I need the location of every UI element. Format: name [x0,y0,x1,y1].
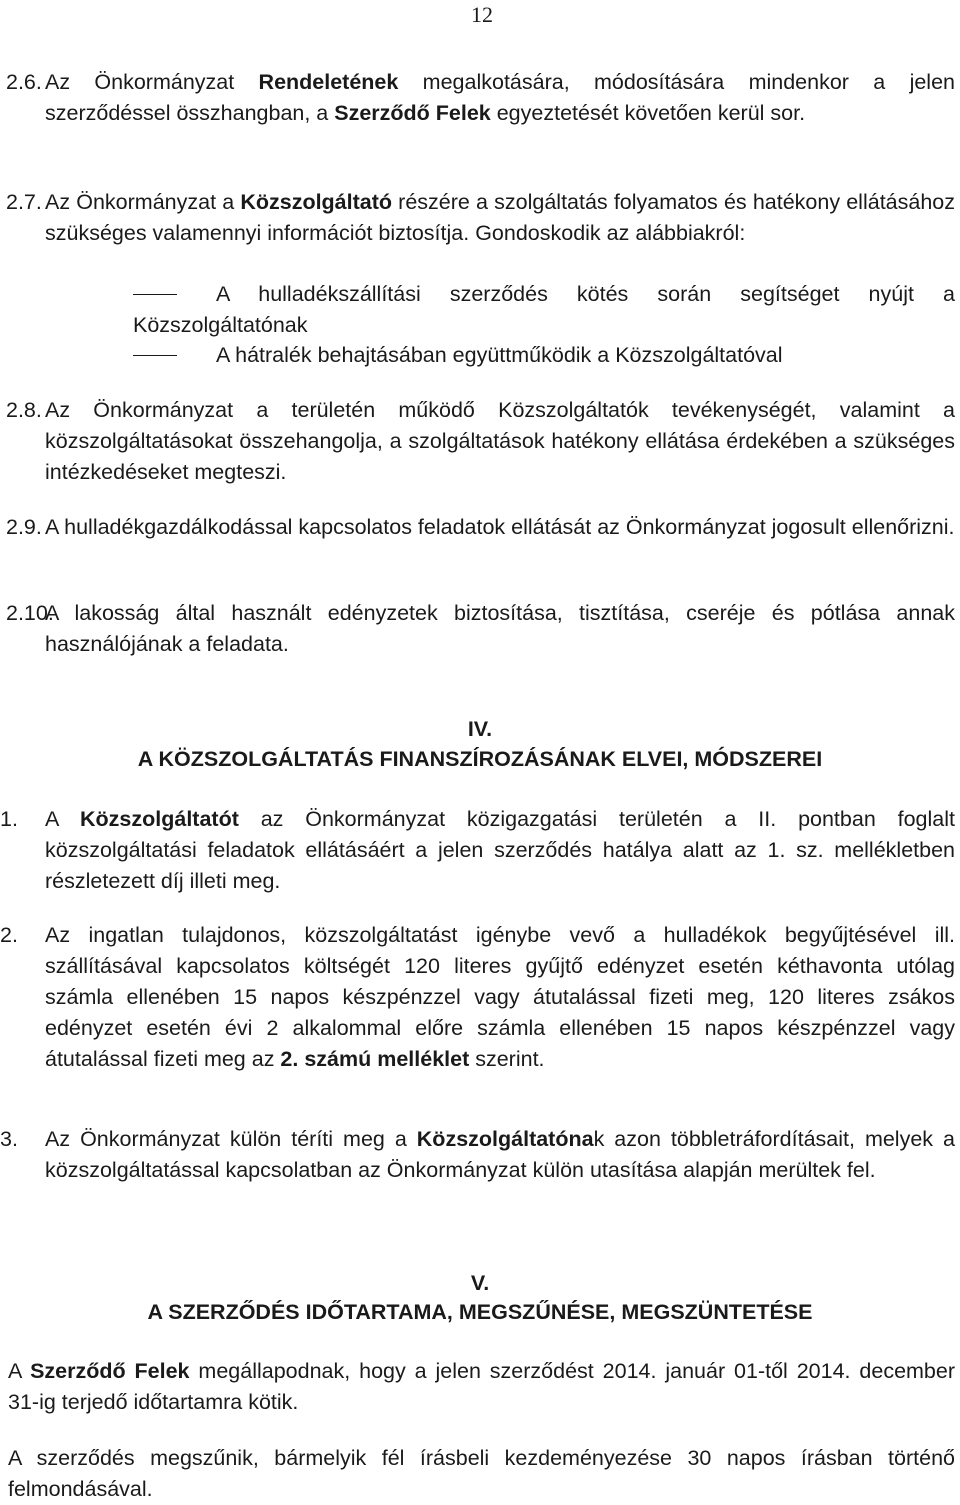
item-number: 2. [0,923,18,947]
text-run: Az ingatlan tulajdonos, közszolgáltatást igénybe vevő a hulladékok begyűjtésével ill. szállításával kapcsolatos költségét 120 literes gyűjtő edényzet esetén kéthavonta utólag számla ellenében 15 napos készpénzzel vagy átutalással fizeti meg, 120 literes zsákos edényzet esetén évi 2 alkalommal előre számla ellenében 15 napos készpénzzel vagy átutalással fizeti meg az [45,923,955,1071]
clause-text [45,67,955,129]
dash-bullet [133,294,177,295]
dash-item-text: A hulladékszállítási szerződés kötés során segítséget nyújt a [216,282,955,306]
section-v-paragraph-1 [8,1356,955,1418]
item-text [45,1124,955,1186]
section-v-title: A SZERZŐDÉS IDŐTARTAMA, MEGSZŰNÉSE, MEGSZÜNTETÉSE [147,1300,813,1324]
text-run: megalkotására, módosítására mindenkor a jelen szerződéssel összhangban, a [45,70,955,125]
text-run: k azon többletráfordításait, melyek a közszolgáltatással kapcsolatban az Önkormányzat külön utasítása alapján merültek fel. [45,1127,955,1182]
text-run: A [45,807,80,831]
clause-number: 2.9. [6,515,42,539]
item-text [45,920,955,1075]
section-iv-title: A KÖZSZOLGÁLTATÁS FINANSZÍROZÁSÁNAK ELVEI, MÓDSZEREI [137,747,823,771]
clause-2-6 [0,67,960,129]
bold-text-run: Szerződő Felek [30,1359,190,1383]
clause-number: 2.8. [6,398,42,422]
clause-text: A hulladékgazdálkodással kapcsolatos feladatok ellátását az Önkormányzat jogosult ellenőrizni. [45,515,955,539]
bold-text-run: Közszolgáltatót [80,807,239,831]
text-run: egyeztetését követően kerül sor. [490,101,806,125]
section-iv-item-1 [0,804,960,897]
bold-text-run: Közszolgáltatóna [416,1127,594,1151]
text-run: az Önkormányzat közigazgatási területén a II. pontban foglalt közszolgáltatási feladatok ellátásáért a jelen szerződés hatálya alatt az 1. sz. mellékletben részletezett díj illeti meg. [45,807,955,893]
dash-item-2 [0,340,960,371]
text-run: A [8,1359,31,1383]
text-run: megállapodnak, hogy a jelen szerződést 2014. január 01-től 2014. december 31-ig terjedő időtartamra kötik. [8,1359,956,1414]
clause-2-7 [0,187,960,249]
dash-item-1 [0,279,960,341]
clause-number: 2.6. [6,70,42,94]
section-iv-item-3 [0,1124,960,1186]
clause-number: 2.10. [6,601,54,625]
clause-text: Az Önkormányzat a területén működő Közszolgáltatók tevékenységét, valamint a közszolgáltatásokat összehangolja, a szolgáltatások hatékony ellátása érdekében a szükséges intézkedéseket megteszi. [45,398,955,484]
dash-item-continuation: Közszolgáltatónak [133,313,308,337]
bold-text-run: Rendeletének [258,70,399,94]
section-iv-item-2 [0,920,960,1075]
bold-text-run: Szerződő Felek [334,101,491,125]
text-run: részére a szolgáltatás folyamatos és hatékony ellátásához szükséges valamennyi információt biztosítja. Gondoskodik az alábbiakról: [45,190,955,245]
clause-text: A lakosság által használt edényzetek biztosítása, tisztítása, cseréje és pótlása annak használójának a feladata. [45,601,955,656]
text-run: szerint. [469,1047,545,1071]
text-run: Az Önkormányzat [45,70,259,94]
clause-2-8 [0,395,960,488]
text-run: Az Önkormányzat külön téríti meg a [45,1127,417,1151]
text-run: Az Önkormányzat a [45,190,241,214]
section-v-number: V. [470,1271,490,1295]
item-number: 1. [0,807,18,831]
dash-bullet [133,355,177,356]
clause-2-9 [0,512,960,543]
clause-text [45,187,955,249]
clause-number: 2.7. [6,190,42,214]
clause-2-10 [0,598,960,660]
bold-text-run: 2. számú melléklet [280,1047,470,1071]
item-text [45,804,955,897]
bold-text-run: Közszolgáltató [240,190,393,214]
section-iv-number: IV. [467,717,493,741]
item-number: 3. [0,1127,18,1151]
page-number: 12 [471,2,493,27]
dash-item-text: A hátralék behajtásában együttműködik a Közszolgáltatóval [216,343,783,367]
section-v-paragraph-2 [8,1443,955,1505]
text-run: A szerződés megszűnik, bármelyik fél írásbeli kezdeményezése 30 napos írásban történő felmondásával. [8,1446,955,1501]
